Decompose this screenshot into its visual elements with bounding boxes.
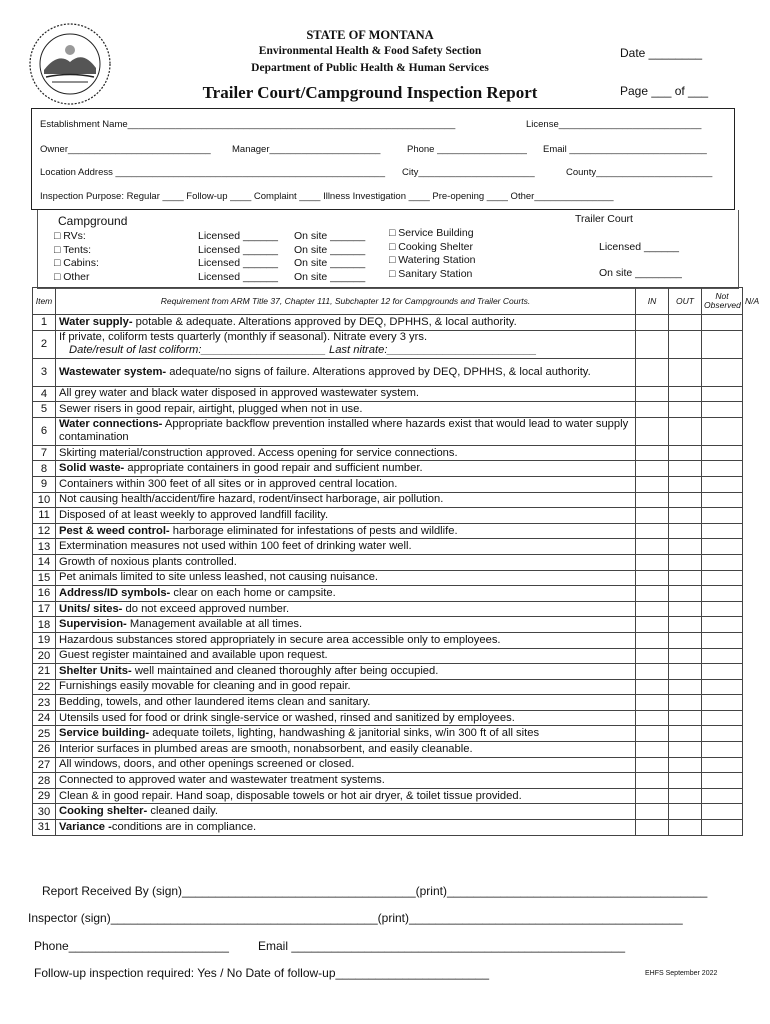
page-number-field[interactable]: Page ___ of ___ — [620, 84, 709, 98]
not-observed-cell[interactable] — [702, 820, 743, 836]
not-observed-cell[interactable] — [702, 742, 743, 758]
item-number: 5 — [33, 402, 56, 418]
table-row — [33, 315, 743, 331]
out-cell[interactable] — [669, 523, 702, 539]
item-number: 11 — [33, 508, 56, 524]
trailer-court-heading: Trailer Court — [575, 213, 633, 225]
requirement-text — [56, 492, 636, 508]
not-observed-cell[interactable] — [702, 492, 743, 508]
out-cell[interactable] — [669, 330, 702, 358]
requirement-text — [56, 417, 636, 445]
requirement-text — [56, 664, 636, 680]
requirement-description: All windows, doors, and other openings screened or closed. — [59, 758, 355, 771]
in-cell[interactable] — [636, 386, 669, 402]
item-number: 30 — [33, 804, 56, 820]
inspection-purpose-field[interactable]: Inspection Purpose: Regular ____ Follow-up ____ Complaint ____ Illness Investigation ____ Pre-opening ____ Other_______________ — [40, 191, 614, 202]
footer-email-field[interactable]: Email __________________________________________________ — [258, 939, 626, 953]
in-cell[interactable] — [636, 445, 669, 461]
other-licensed-field[interactable]: Licensed ______ — [198, 270, 278, 283]
item-number: 16 — [33, 586, 56, 602]
requirement-category: Supervision- — [59, 618, 127, 631]
follow-up-field[interactable]: Follow-up inspection required: Yes / No Date of follow-up_______________________ — [34, 966, 489, 980]
in-cell[interactable] — [636, 648, 669, 664]
footer-phone-field[interactable]: Phone________________________ — [34, 939, 229, 953]
item-number: 21 — [33, 664, 56, 680]
table-row — [33, 523, 743, 539]
table-header-row: Item Requirement from ARM Title 37, Chapter 111, Subchapter 12 for Campgrounds and Trailer Courts. IN OUT Not Observed N/A — [33, 288, 743, 315]
requirement-text — [56, 386, 636, 402]
out-cell[interactable] — [669, 492, 702, 508]
requirement-text — [56, 648, 636, 664]
item-number: 6 — [33, 417, 56, 445]
not-observed-cell[interactable] — [702, 695, 743, 711]
out-cell[interactable] — [669, 726, 702, 742]
in-cell[interactable] — [636, 358, 669, 386]
requirement-description: Hazardous substances stored appropriately in secure area accessible only to employees. — [59, 633, 501, 646]
table-row — [33, 358, 743, 386]
page-title: Trailer Court/Campground Inspection Report — [202, 83, 538, 102]
requirement-text — [56, 757, 636, 773]
requirement-description: Disposed of at least weekly to approved landfill facility. — [59, 508, 329, 521]
not-observed-cell[interactable] — [702, 664, 743, 680]
item-number: 22 — [33, 679, 56, 695]
requirement-category: Variance - — [59, 820, 112, 833]
table-row — [33, 601, 743, 617]
table-row — [33, 788, 743, 804]
table-row — [33, 445, 743, 461]
requirement-text — [56, 539, 636, 555]
table-row — [33, 617, 743, 633]
item-number: 26 — [33, 742, 56, 758]
table-row — [33, 679, 743, 695]
requirement-text — [56, 402, 636, 418]
state-heading: STATE OF MONTANA — [306, 28, 434, 42]
table-row — [33, 417, 743, 445]
out-cell[interactable] — [669, 804, 702, 820]
not-observed-cell[interactable] — [702, 601, 743, 617]
in-cell[interactable] — [636, 695, 669, 711]
in-header: IN — [636, 288, 669, 315]
requirement-description: clear on each home or campsite. — [170, 586, 336, 599]
requirement-description: Appropriate backflow prevention installed where hazards exist that would lead to water supply contamination — [59, 418, 629, 444]
requirement-text — [56, 554, 636, 570]
requirement-text — [56, 315, 636, 331]
campground-types — [54, 230, 99, 284]
requirement-description: Sewer risers in good repair, airtight, plugged when not in use. — [59, 402, 363, 415]
not-observed-cell[interactable] — [702, 554, 743, 570]
out-cell[interactable] — [669, 820, 702, 836]
item-number: 29 — [33, 788, 56, 804]
not-observed-cell[interactable] — [702, 586, 743, 602]
out-cell[interactable] — [669, 664, 702, 680]
in-cell[interactable] — [636, 757, 669, 773]
not-observed-cell[interactable] — [702, 330, 743, 358]
facilities-column — [389, 227, 476, 281]
requirement-category: Service building- — [59, 727, 150, 740]
report-received-field[interactable]: Report Received By (sign)___________________________________(print)_______________________________________ — [42, 884, 708, 898]
cabins-onsite-field[interactable]: On site ______ — [294, 257, 366, 269]
table-row — [33, 386, 743, 402]
requirement-description: Utensils used for food or drink single-service or washed, rinsed and sanitized by employees. — [59, 711, 515, 724]
out-cell[interactable] — [669, 508, 702, 524]
requirement-category: Solid waste- — [59, 462, 125, 475]
requirement-category: Units/ sites- — [59, 602, 123, 615]
out-cell[interactable] — [669, 632, 702, 648]
section-heading: Environmental Health & Food Safety Section — [258, 45, 482, 57]
in-cell[interactable] — [636, 315, 669, 331]
in-cell[interactable] — [636, 586, 669, 602]
not-observed-cell[interactable] — [702, 570, 743, 586]
not-observed-cell[interactable] — [702, 648, 743, 664]
item-number: 7 — [33, 445, 56, 461]
item-number: 1 — [33, 315, 56, 331]
location-address-field[interactable]: Location Address ___________________________________________________ — [40, 167, 385, 178]
cooking-shelter-checkbox[interactable]: □ Cooking Shelter — [389, 240, 473, 253]
not-observed-cell[interactable] — [702, 386, 743, 402]
table-row — [33, 461, 743, 477]
out-cell[interactable] — [669, 386, 702, 402]
out-cell[interactable] — [669, 601, 702, 617]
item-number: 2 — [33, 330, 56, 358]
form-code: EHFS September 2022 — [645, 970, 718, 977]
out-cell[interactable] — [669, 773, 702, 789]
requirement-description: Clean & in good repair. Hand soap, disposable towels or hot air dryer, & toilet tissue provided. — [59, 789, 522, 802]
out-cell[interactable] — [669, 617, 702, 633]
requirement-description: Management available at all times. — [126, 618, 303, 631]
table-row — [33, 554, 743, 570]
requirement-description: Bedding, towels, and other laundered items clean and sanitary. — [59, 696, 371, 709]
out-cell[interactable] — [669, 402, 702, 418]
requirement-description: Pet animals limited to site unless leashed, not causing nuisance. — [59, 571, 379, 584]
requirement-category: Water connections- — [59, 418, 163, 431]
out-cell[interactable] — [669, 586, 702, 602]
requirement-header: Requirement from ARM Title 37, Chapter 111, Subchapter 12 for Campgrounds and Trailer Courts. — [56, 288, 636, 315]
in-cell[interactable] — [636, 804, 669, 820]
requirement-description: Interior surfaces in plumbed areas are smooth, nonabsorbent, and easily cleanable. — [59, 742, 473, 755]
out-cell[interactable] — [669, 539, 702, 555]
campground-heading: Campground — [58, 214, 128, 228]
in-cell[interactable] — [636, 508, 669, 524]
requirement-description: Containers within 300 feet of all sites or in approved central location. — [59, 477, 398, 490]
not-observed-cell[interactable] — [702, 315, 743, 331]
onsite-column — [294, 230, 365, 284]
in-cell[interactable] — [636, 492, 669, 508]
table-row — [33, 402, 743, 418]
requirement-description: Guest register maintained and available upon request. — [59, 649, 328, 662]
manager-field[interactable]: Manager_____________________ — [232, 144, 381, 155]
campground-trailer-box — [37, 210, 739, 289]
out-cell[interactable] — [669, 648, 702, 664]
not-observed-cell[interactable] — [702, 710, 743, 726]
table-row — [33, 570, 743, 586]
phone-field[interactable]: Phone _________________ — [407, 144, 527, 155]
requirement-text — [56, 726, 636, 742]
in-cell[interactable] — [636, 539, 669, 555]
in-cell[interactable] — [636, 742, 669, 758]
sanitary-station-checkbox[interactable]: □ Sanitary Station — [389, 267, 473, 280]
watering-station-checkbox[interactable]: □ Watering Station — [389, 254, 476, 266]
item-number: 24 — [33, 710, 56, 726]
in-cell[interactable] — [636, 617, 669, 633]
rvs-checkbox[interactable]: □ RVs: — [54, 230, 86, 242]
item-number: 31 — [33, 820, 56, 836]
table-row — [33, 710, 743, 726]
not-observed-cell[interactable] — [702, 476, 743, 492]
requirement-description: Extermination measures not used within 100 feet of drinking water well. — [59, 540, 412, 553]
email-field[interactable]: Email __________________________ — [543, 144, 707, 155]
in-cell[interactable] — [636, 632, 669, 648]
table-row — [33, 726, 743, 742]
in-cell[interactable] — [636, 570, 669, 586]
item-number: 23 — [33, 695, 56, 711]
requirement-description: potable & adequate. Alterations approved by DEQ, DPHHS, & local authority. — [132, 315, 517, 328]
out-cell[interactable] — [669, 554, 702, 570]
item-number: 15 — [33, 570, 56, 586]
requirement-description: Furnishings easily movable for cleaning and in good repair. — [59, 680, 351, 693]
not-observed-cell[interactable] — [702, 539, 743, 555]
not-observed-cell[interactable] — [702, 757, 743, 773]
not-observed-cell[interactable] — [702, 679, 743, 695]
trailer-licensed-field[interactable]: Licensed ______ — [599, 241, 679, 253]
tents-onsite-field[interactable]: On site ______ — [294, 243, 366, 256]
requirement-text — [56, 586, 636, 602]
requirements-table — [32, 287, 760, 836]
item-number: 19 — [33, 632, 56, 648]
cabins-checkbox[interactable]: □ Cabins: — [54, 257, 99, 269]
requirement-text — [56, 820, 636, 836]
item-number: 9 — [33, 476, 56, 492]
requirement-text — [56, 804, 636, 820]
requirement-description: Not causing health/accident/fire hazard, rodent/insect harborage, air pollution. — [59, 493, 444, 506]
requirement-category: Shelter Units- — [59, 664, 132, 677]
table-row — [33, 330, 743, 358]
out-cell[interactable] — [669, 476, 702, 492]
service-building-checkbox[interactable]: □ Service Building — [389, 227, 474, 239]
requirement-description: appropriate containers in good repair and sufficient number. — [124, 462, 423, 475]
in-cell[interactable] — [636, 523, 669, 539]
not-observed-cell[interactable] — [702, 417, 743, 445]
license-field[interactable]: License___________________________ — [526, 119, 702, 130]
table-row — [33, 539, 743, 555]
table-row — [33, 773, 743, 789]
out-cell[interactable] — [669, 757, 702, 773]
not-observed-cell[interactable] — [702, 445, 743, 461]
item-number: 10 — [33, 492, 56, 508]
table-row — [33, 492, 743, 508]
requirement-description: Skirting material/construction approved. Access opening for service connections. — [59, 446, 458, 459]
requirement-text — [56, 601, 636, 617]
table-row — [33, 664, 743, 680]
city-field[interactable]: City______________________ — [402, 167, 535, 178]
in-cell[interactable] — [636, 461, 669, 477]
requirement-category: Pest & weed control- — [59, 524, 170, 537]
in-cell[interactable] — [636, 820, 669, 836]
table-row — [33, 648, 743, 664]
owner-field[interactable]: Owner___________________________ — [40, 144, 211, 155]
rvs-licensed-field[interactable]: Licensed ______ — [198, 230, 278, 242]
not-observed-cell[interactable] — [702, 788, 743, 804]
item-number: 20 — [33, 648, 56, 664]
cabins-licensed-field[interactable]: Licensed ______ — [198, 257, 278, 269]
not-observed-cell[interactable] — [702, 402, 743, 418]
in-cell[interactable] — [636, 476, 669, 492]
out-cell[interactable] — [669, 570, 702, 586]
other-checkbox[interactable]: □ Other — [54, 270, 90, 283]
item-number: 27 — [33, 757, 56, 773]
out-cell[interactable] — [669, 742, 702, 758]
item-header: Item — [33, 288, 56, 315]
table-row — [33, 757, 743, 773]
not-observed-header: Not Observed — [702, 288, 743, 315]
in-cell[interactable] — [636, 554, 669, 570]
in-cell[interactable] — [636, 710, 669, 726]
out-cell[interactable] — [669, 710, 702, 726]
requirements-body — [33, 315, 743, 836]
out-cell[interactable] — [669, 461, 702, 477]
not-observed-cell[interactable] — [702, 726, 743, 742]
requirement-text — [56, 476, 636, 492]
out-cell[interactable] — [669, 417, 702, 445]
item-number: 3 — [33, 358, 56, 386]
in-cell[interactable] — [636, 726, 669, 742]
requirement-text — [56, 445, 636, 461]
requirement-text — [56, 508, 636, 524]
requirement-text — [56, 788, 636, 804]
table-row — [33, 695, 743, 711]
in-cell[interactable] — [636, 417, 669, 445]
requirement-description: Growth of noxious plants controlled. — [59, 555, 237, 568]
not-observed-cell[interactable] — [702, 617, 743, 633]
requirement-text — [56, 461, 636, 477]
establishment-name-field[interactable]: Establishment Name______________________________________________________________ — [40, 119, 456, 130]
requirement-text — [56, 695, 636, 711]
requirement-text — [56, 773, 636, 789]
tents-checkbox[interactable]: □ Tents: — [54, 243, 92, 256]
in-cell[interactable] — [636, 664, 669, 680]
item-number: 28 — [33, 773, 56, 789]
item-number: 25 — [33, 726, 56, 742]
in-cell[interactable] — [636, 402, 669, 418]
requirement-description: cleaned daily. — [147, 805, 218, 818]
requirement-category: Address/ID symbols- — [59, 586, 171, 599]
requirement-text — [56, 358, 636, 386]
in-cell[interactable] — [636, 330, 669, 358]
requirement-description: If private, coliform tests quarterly (monthly if seasonal). Nitrate every 3 yrs. — [59, 331, 428, 344]
not-observed-cell[interactable] — [702, 804, 743, 820]
not-observed-cell[interactable] — [702, 632, 743, 648]
montana-state-seal — [28, 22, 112, 106]
table-row — [33, 742, 743, 758]
requirement-category: Wastewater system- — [59, 365, 167, 378]
table-row — [33, 632, 743, 648]
requirement-text — [56, 742, 636, 758]
item-number: 12 — [33, 523, 56, 539]
table-row — [33, 820, 743, 836]
not-observed-cell[interactable] — [702, 773, 743, 789]
requirement-description: well maintained and cleaned thoroughly after being occupied. — [131, 664, 439, 677]
table-row — [33, 508, 743, 524]
rvs-onsite-field[interactable]: On site ______ — [294, 230, 366, 242]
item-number: 14 — [33, 554, 56, 570]
requirement-description: adequate/no signs of failure. Alterations approved by DEQ, DPHHS, & local authority. — [166, 365, 591, 378]
in-cell[interactable] — [636, 788, 669, 804]
out-header: OUT — [669, 288, 702, 315]
out-cell[interactable] — [669, 445, 702, 461]
item-number: 4 — [33, 386, 56, 402]
in-cell[interactable] — [636, 679, 669, 695]
item-number: 8 — [33, 461, 56, 477]
department-heading: Department of Public Health & Human Services — [251, 62, 489, 74]
requirement-text — [56, 523, 636, 539]
item-number: 18 — [33, 617, 56, 633]
item-number: 17 — [33, 601, 56, 617]
in-cell[interactable] — [636, 601, 669, 617]
requirement-description: adequate toilets, lighting, handwashing & janitorial sinks, w/in 300 ft of all sites — [149, 727, 540, 740]
out-cell[interactable] — [669, 358, 702, 386]
requirement-text — [56, 710, 636, 726]
requirement-text — [56, 617, 636, 633]
out-cell[interactable] — [669, 695, 702, 711]
requirement-category: Cooking shelter- — [59, 805, 148, 818]
county-field[interactable]: County______________________ — [566, 167, 713, 178]
table-row — [33, 804, 743, 820]
requirement-text — [56, 632, 636, 648]
requirement-description: Connected to approved water and wastewater treatment systems. — [59, 774, 385, 787]
requirement-description: harborage eliminated for infestations of pests and wildlife. — [169, 524, 458, 537]
not-observed-cell[interactable] — [702, 508, 743, 524]
in-cell[interactable] — [636, 773, 669, 789]
requirement-text — [56, 679, 636, 695]
requirement-text — [56, 330, 636, 358]
requirement-category: Water supply- — [59, 315, 133, 328]
table-row — [33, 586, 743, 602]
licensed-column — [198, 230, 278, 284]
not-observed-cell[interactable] — [702, 523, 743, 539]
out-cell[interactable] — [669, 315, 702, 331]
requirement-text — [56, 570, 636, 586]
not-observed-cell[interactable] — [702, 461, 743, 477]
date-field[interactable]: Date ________ — [620, 46, 703, 60]
requirement-description: All grey water and black water disposed in approved wastewater system. — [59, 387, 420, 400]
out-cell[interactable] — [669, 679, 702, 695]
item-number: 13 — [33, 539, 56, 555]
requirement-description: conditions are in compliance. — [111, 820, 257, 833]
out-cell[interactable] — [669, 788, 702, 804]
not-observed-cell[interactable] — [702, 358, 743, 386]
other-onsite-field[interactable]: On site ______ — [294, 270, 366, 283]
trailer-onsite-field[interactable]: On site ________ — [599, 267, 682, 279]
tents-licensed-field[interactable]: Licensed ______ — [198, 243, 278, 256]
requirement-description: do not exceed approved number. — [122, 602, 290, 615]
requirement-detail[interactable]: Date/result of last coliform:____________________ Last nitrate:________________________ — [69, 344, 537, 357]
inspector-sign-field[interactable]: Inspector (sign)________________________________________(print)_________________________________________ — [28, 911, 683, 925]
establishment-info-box — [31, 108, 735, 210]
table-row — [33, 476, 743, 492]
